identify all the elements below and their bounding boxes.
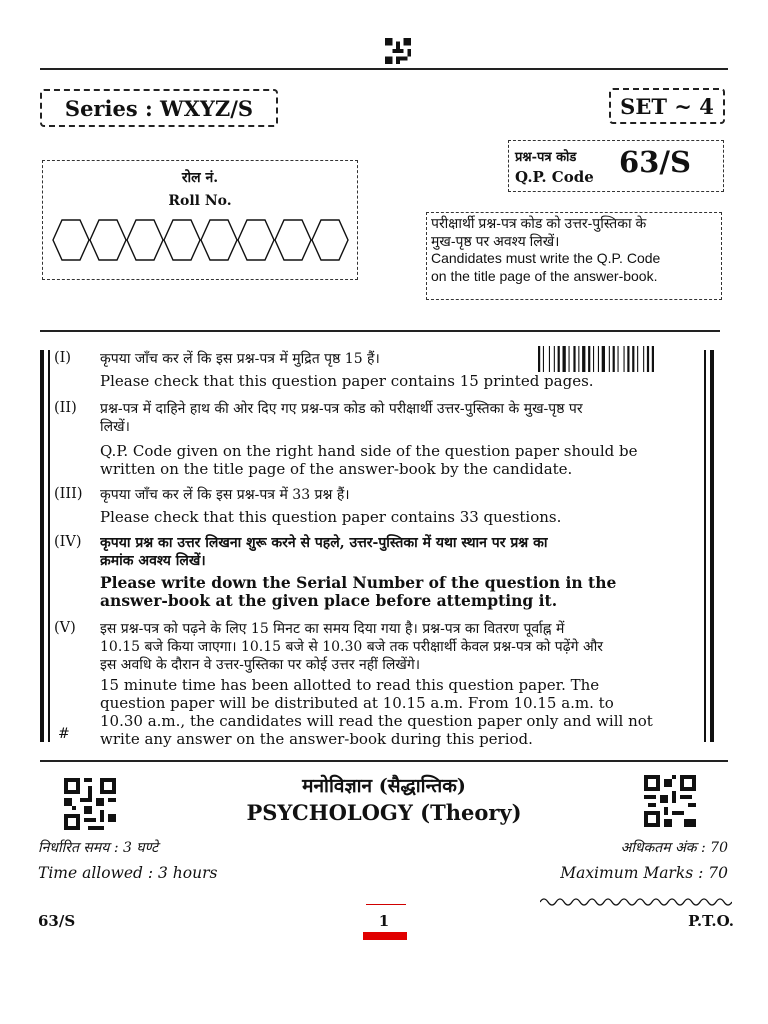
- instruction-english: Q.P. Code given on the right hand side of the question paper should be: [100, 442, 638, 460]
- barcode-stripe: [652, 346, 654, 372]
- instruction-hindi: 10.15 बजे किया जाएगा। 10.15 बजे से 10.30 बजे तक परीक्षार्थी केवल प्रश्न-पत्र को पढ़ेंगे और: [100, 639, 604, 655]
- instruction-hindi: कृपया जाँच कर लें कि इस प्रश्न-पत्र में 33 प्रश्न हैं।: [100, 487, 350, 503]
- barcode-stripe: [598, 346, 599, 372]
- barcode-stripe: [538, 346, 540, 372]
- instruction-item: [100, 372, 696, 390]
- instruction-item: [100, 400, 696, 478]
- instruction-item: [100, 534, 696, 610]
- page-number: 1: [378, 912, 390, 930]
- roll-label-hindi: रोल नं.: [181, 170, 219, 186]
- barcode-stripe: [578, 346, 579, 372]
- pto-label: P.T.O.: [688, 912, 734, 930]
- instruction-item: [100, 350, 530, 368]
- top-rule: [40, 68, 728, 70]
- divider-rule: [40, 330, 720, 332]
- barcode-stripe: [624, 346, 625, 372]
- divider-rule-bottom: [40, 760, 728, 762]
- instruction-english: answer-book at the given place before attempting it.: [100, 592, 558, 610]
- instruction-english: Please write down the Serial Number of the question in the: [100, 574, 617, 592]
- roll-number-box: [42, 160, 358, 280]
- barcode-stripe: [609, 346, 610, 372]
- barcode-stripe: [593, 346, 594, 372]
- time-allowed-hindi: निर्धारित समय : 3 घण्टे: [38, 840, 159, 856]
- barcode-stripe: [627, 346, 629, 372]
- instruction-hindi: कृपया प्रश्न का उत्तर लिखना शुरू करने से पहले, उत्तर-पुस्तिका में यथा स्थान पर प्रश्न का: [100, 535, 548, 551]
- barcode-stripe: [632, 346, 634, 372]
- instruction-number: (IV): [54, 534, 82, 550]
- instruction-number: (V): [54, 620, 76, 636]
- max-marks-hindi: अधिकतम अंक : 70: [620, 840, 728, 856]
- candidate-note-line: मुख-पृष्ठ पर अवश्य लिखें।: [431, 232, 560, 249]
- barcode-stripe: [558, 346, 560, 372]
- barcode-stripe: [563, 346, 566, 372]
- instructions-block: [36, 346, 722, 746]
- instruction-number: (II): [54, 400, 77, 416]
- candidate-note-line: on the title page of the answer-book.: [431, 267, 658, 284]
- instruction-english: Please check that this question paper contains 15 printed pages.: [100, 372, 594, 390]
- instruction-hindi: इस अवधि के दौरान वे उत्तर-पुस्तिका पर कोई उत्तर नहीं लिखेंगे।: [100, 657, 421, 673]
- instruction-english: written on the title page of the answer-book by the candidate.: [100, 460, 573, 478]
- barcode-stripe: [643, 346, 644, 372]
- top-qr-code: [384, 38, 412, 64]
- barcode-stripe: [569, 346, 570, 372]
- barcode-stripe: [588, 346, 590, 372]
- instruction-english: 15 minute time has been allotted to read this question paper. The: [100, 676, 600, 694]
- barcode: [538, 346, 688, 372]
- candidate-note: [426, 212, 722, 300]
- qp-code-value: 63/S: [619, 145, 691, 179]
- subject-title-hindi: मनोविज्ञान (सैद्धान्तिक): [302, 775, 466, 797]
- instruction-english: question paper will be distributed at 10.15 a.m. From 10.15 a.m. to: [100, 694, 614, 712]
- time-allowed-english: Time allowed : 3 hours: [38, 864, 218, 882]
- left-border-line: [48, 350, 50, 742]
- right-border-line: [704, 350, 706, 742]
- right-qr-code: [644, 775, 696, 827]
- instruction-hindi: प्रश्न-पत्र में दाहिने हाथ की ओर दिए गए प्रश्न-पत्र कोड को परीक्षार्थी उत्तर-पुस्तिका के मुख-पृष्ठ पर: [100, 401, 583, 417]
- instruction-hindi: इस प्रश्न-पत्र को पढ़ने के लिए 15 मिनट का समय दिया गया है। प्रश्न-पत्र का वितरण पूर्वाह्न में: [100, 621, 565, 637]
- set-box: SET ~ 4: [609, 88, 725, 124]
- qp-code-label-hindi: प्रश्न-पत्र कोड: [515, 150, 577, 165]
- page-number-bar: [363, 932, 407, 940]
- max-marks-english: Maximum Marks : 70: [560, 864, 728, 882]
- qp-code-box: [508, 140, 724, 192]
- candidate-note-line: परीक्षार्थी प्रश्न-पत्र कोड को उत्तर-पुस्तिका के: [431, 215, 647, 231]
- barcode-stripe: [637, 346, 638, 372]
- right-border-bar: [710, 350, 714, 742]
- left-qr-code: [64, 778, 116, 830]
- barcode-stripe: [543, 346, 544, 372]
- barcode-stripe: [582, 346, 585, 372]
- wavy-line: [540, 896, 732, 908]
- barcode-stripe: [602, 346, 605, 372]
- left-border-bar: [40, 350, 44, 742]
- roll-number-hexagon-cells: [51, 216, 351, 264]
- barcode-stripe: [573, 346, 575, 372]
- instruction-english: 10.30 a.m., the candidates will read the question paper only and will not: [100, 712, 653, 730]
- instruction-number: (III): [54, 486, 83, 502]
- footer-qp-code: 63/S: [38, 912, 76, 930]
- hash-mark: #: [58, 726, 70, 742]
- instruction-item: [100, 620, 696, 748]
- page-number-top-line: [366, 904, 406, 905]
- series-box: Series : WXYZ/S: [40, 89, 278, 127]
- instruction-item: [100, 486, 696, 526]
- qp-code-label-english: Q.P. Code: [515, 168, 594, 186]
- instruction-english: write any answer on the answer-book during this period.: [100, 730, 533, 748]
- subject-title-english: PSYCHOLOGY (Theory): [246, 800, 522, 825]
- instruction-hindi: क्रमांक अवश्य लिखें।: [100, 553, 206, 569]
- instruction-hindi: लिखें।: [100, 419, 130, 435]
- barcode-stripe: [647, 346, 649, 372]
- roll-label-english: Roll No.: [168, 193, 232, 209]
- instruction-number: (I): [54, 350, 72, 366]
- barcode-stripe: [618, 346, 619, 372]
- barcode-stripe: [613, 346, 615, 372]
- barcode-stripe: [549, 346, 550, 372]
- candidate-note-line: Candidates must write the Q.P. Code: [431, 250, 661, 266]
- instruction-english: Please check that this question paper contains 33 questions.: [100, 508, 562, 526]
- instruction-hindi: कृपया जाँच कर लें कि इस प्रश्न-पत्र में मुद्रित पृष्ठ 15 हैं।: [100, 351, 380, 367]
- barcode-stripe: [554, 346, 555, 372]
